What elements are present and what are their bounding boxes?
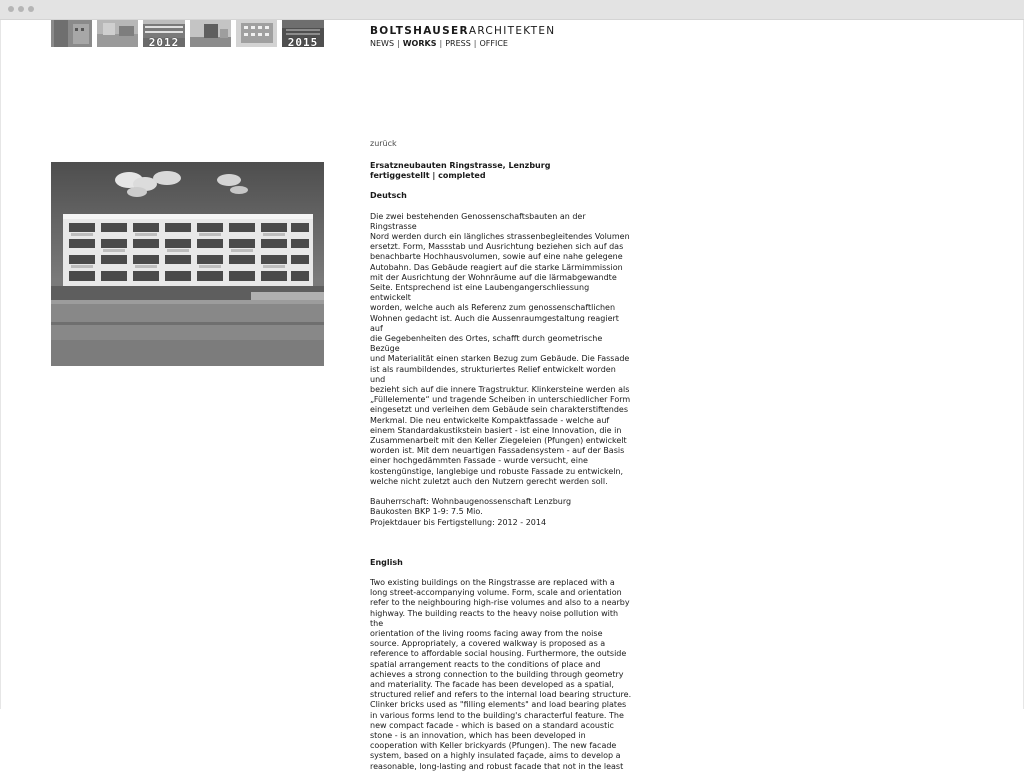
window-close-icon[interactable] xyxy=(8,6,14,12)
thumbnail-year: 2012 xyxy=(148,36,180,49)
heading-english: English xyxy=(370,557,403,567)
project-thumbnail[interactable] xyxy=(143,20,185,47)
browser-titlebar xyxy=(0,0,1024,20)
project-thumbnail[interactable] xyxy=(282,20,324,47)
project-status: fertiggestellt | completed xyxy=(370,171,486,181)
fact-client: Bauherrschaft: Wohnbaugenossenschaft Lenzburg xyxy=(370,497,572,507)
project-thumbnail[interactable] xyxy=(190,20,231,47)
nav-separator: | xyxy=(397,39,400,48)
project-description xyxy=(370,161,632,772)
fact-duration: Projektdauer bis Fertigstellung: 2012 - 2014 xyxy=(370,517,547,527)
nav-press[interactable]: PRESS xyxy=(445,39,471,48)
site-logo[interactable] xyxy=(370,25,555,37)
project-thumbnail[interactable] xyxy=(236,20,277,47)
text-english: Two existing buildings on the Ringstrasse are replaced with a long street-accompanying volume. Form, scale and orientation refer to the neighbouring high-rise volumes and also to a nearby highway. The building reacts to the heavy noise pollution with the orientation of the living rooms facing away from the noise source. Appropriately, a covered walkway is proposed as a reference to affordable social housing. Furthermore, the outside spatial arrangement reacts to the conditions of place and achieves a strong connection to the building through geometry and materiality. The facade has been developed as a spatial, structured relief and refers to the internal load bearing structure. Clinker bricks used as "filling elements" and load bearing plates in various forms lend to the building's characterful feature. The new compact facade - which is based on a standard acoustic stone - is an innovation, which has been developed in cooperation with Keller brickyards (Pfungen). The new facade system, based on a highly insulated façade, aims to develop a reasonable, long-lasting and robust facade that not in the least xyxy=(370,577,632,771)
project-photo xyxy=(51,162,324,366)
nav-works[interactable]: WORKS xyxy=(402,39,437,48)
logo-bold: BOLTSHAUSER xyxy=(370,25,469,37)
window-minimize-icon[interactable] xyxy=(18,6,24,12)
logo-light: ARCHITEKTEN xyxy=(468,25,556,37)
nav-separator: | xyxy=(439,39,443,48)
fact-cost: Baukosten BKP 1-9: 7.5 Mio. xyxy=(370,507,483,517)
thumbnail-year: 2015 xyxy=(287,36,319,49)
nav-office[interactable]: OFFICE xyxy=(479,39,508,48)
text-deutsch: Die zwei bestehenden Genossenschaftsbauten an der Ringstrasse Nord werden durch ein längliches strassenbegleitendes Volumen ersetzt. Form, Massstab und Ausrichtung beziehen sich auf das benachbarte Hochhausvolumen, sowie auf eine nahe gelegene Autobahn. Das Gebäude reagiert auf die starke Lärmimmission mit der Ausrichtung der Wohnräume auf die lärmabgewandte Seite. Entsprechend ist eine Laubengangerschliessung entwickelt worden, welche auch als Referenz zum genossenschaftlichen Wohnen gedacht ist. Auch die Aussenraumgestaltung reagiert auf die Gegebenheiten des Ortes, schafft durch geometrische Bezüge und Materialität einen starken Bezug zum Gebäude. Die Fassade ist als raumbildendes, strukturiertes Relief entwickelt worden und bezieht sich auf die innere Tragstruktur. Klinkersteine werden als „Füllelemente“ und tragende Scheiben in unterschiedlicher Form eingesetzt und verleihen dem Gebäude sein charakterstiftendes Merkmal. Die neu entwickelte Kompaktfassade - welche auf einem Standardakustikstein basiert - ist eine Innovation, die in Zusammenarbeit mit den Keller Ziegeleien (Pfungen) entwickelt worden ist. Mit dem neuartigen Fassadensystem - auf der Basis einer hochgedämmten Fassade - wurde versucht, eine kostengünstige, langlebige und robuste Fassade zu entwickeln, welche nicht zuletzt auch den Nutzern gerecht werden soll. xyxy=(370,211,631,486)
nav-separator: | xyxy=(473,39,477,48)
project-thumbnail[interactable] xyxy=(51,20,92,47)
project-facts xyxy=(370,497,632,528)
main-nav xyxy=(370,39,508,48)
project-thumbnail[interactable] xyxy=(97,20,138,47)
page xyxy=(0,20,1024,771)
back-link[interactable]: zurück xyxy=(370,139,397,148)
nav-news[interactable]: NEWS xyxy=(370,39,395,48)
window-maximize-icon[interactable] xyxy=(28,6,34,12)
project-title: Ersatzneubauten Ringstrasse, Lenzburg xyxy=(370,161,551,170)
heading-deutsch: Deutsch xyxy=(370,191,407,201)
